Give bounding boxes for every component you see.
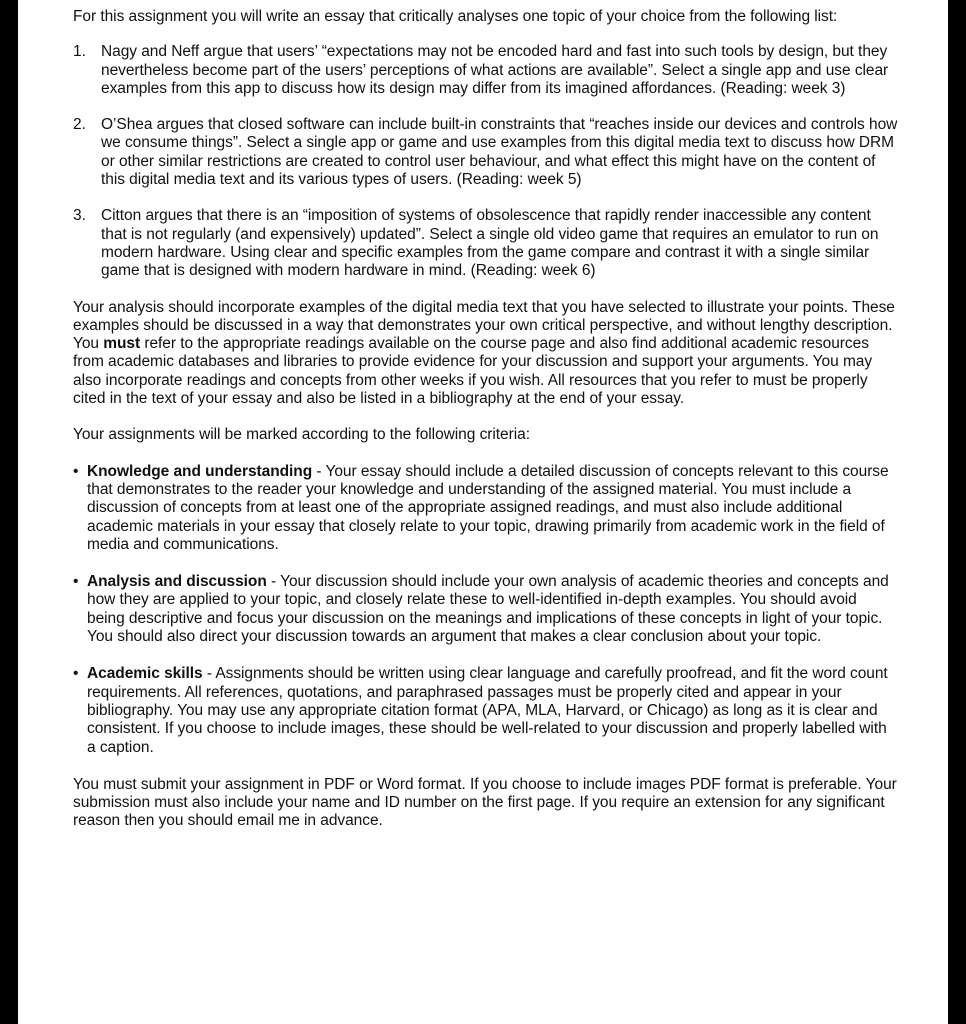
criteria-item-academic-skills (73, 665, 898, 756)
bullet-icon: • (73, 462, 79, 480)
analysis-paragraph (73, 299, 898, 409)
analysis-text-before: Your analysis should incorporate examples of the digital media text that you have selected to illustrate your points. These examples should be discussed in a way that demonstrates your own critical perspective, and without lengthy description. You (73, 298, 895, 353)
criteria-title: Knowledge and understanding (87, 462, 313, 480)
analysis-text-after: refer to the appropriate readings available on the course page and also find additional academic resources from academic databases and libraries to provide evidence for your discussion and support your arguments. You may also incorporate readings and concepts from other weeks if you wish. All resources that you refer to must be properly cited in the text of your essay and also be listed in a bibliography at the end of your essay. (73, 335, 873, 408)
topic-text: Citton argues that there is an “imposition of systems of obsolescence that rapidly render inaccessible any content that is not regularly (and expensively) updated”. Select a single old video game that requires an emulator to run on modern hardware. Using clear and specific examples from the game compare and contrast it with a single similar game that is designed with modern hardware in mind. (Reading: week 6) (101, 207, 879, 280)
bullet-icon: • (73, 573, 79, 591)
intro-paragraph: For this assignment you will write an essay that critically analyses one topic of your choice from the following list: (73, 8, 838, 25)
topic-text: Nagy and Neff argue that users’ “expectations may not be encoded hard and fast into such tools by design, but they nevertheless become part of the users’ perceptions of what actions are available”. Select a single app and use clear examples from this app to discuss how its design may differ from its imagined affordances. (Reading: week 3) (101, 43, 889, 97)
topic-number: 3. (73, 207, 86, 225)
topic-item-1 (73, 43, 898, 98)
criteria-title: Academic skills (87, 665, 203, 683)
topic-text: O’Shea argues that closed software can include built-in constraints that “reaches inside our devices and controls how we consume things”. Select a single app or game and use examples from this digital media text to discuss how DRM or other similar restrictions are created to control user behaviour, and what effect this might have on the content of this digital media text and its various types of users. (Reading: week 5) (101, 116, 898, 189)
criteria-item-knowledge (73, 463, 898, 554)
bullet-icon: • (73, 665, 79, 683)
topic-number: 1. (73, 43, 86, 61)
analysis-emphasis: must (103, 335, 141, 353)
topic-item-3 (73, 207, 898, 280)
topic-list (73, 43, 898, 280)
topic-item-2 (73, 116, 898, 189)
criteria-list (73, 463, 898, 757)
criteria-title: Analysis and discussion (87, 573, 267, 591)
document-body (73, 8, 898, 849)
criteria-text: - Your discussion should include your own analysis of academic theories and concepts and how they are applied to your topic, and closely relate these to well-identified in-depth examples. You should avoid being descriptive and focus your discussion on the meanings and implications of these concepts in light of your topic. You should also direct your discussion towards an argument that makes a clear conclusion about your topic. (87, 573, 889, 646)
submission-paragraph: You must submit your assignment in PDF or Word format. If you choose to include images PDF format is preferable. Your submission must also include your name and ID number on the first page. If you require an extension for any significant reason then you should email me in advance. (73, 775, 897, 830)
document-page (18, 0, 948, 1024)
criteria-text: - Your essay should include a detailed discussion of concepts relevant to this course that demonstrates to the reader your knowledge and understanding of the assigned material. You must include a discussion of concepts from at least one of the appropriate assigned readings, and must also include additional academic materials in your essay that closely relate to your topic, drawing primarily from academic work in the field of media and communications. (87, 462, 889, 553)
criteria-item-analysis (73, 573, 898, 646)
criteria-intro: Your assignments will be marked according to the following criteria: (73, 426, 530, 444)
criteria-text: - Assignments should be written using clear language and carefully proofread, and fit the word count requirements. All references, quotations, and paraphrased passages must be properly cited and appear in your bibliography. You may use any appropriate citation format (APA, MLA, Harvard, or Chicago) as long as it is clear and consistent. If you choose to include images, these should be well-related to your discussion and properly labelled with a caption. (87, 665, 888, 756)
topic-number: 2. (73, 116, 86, 134)
